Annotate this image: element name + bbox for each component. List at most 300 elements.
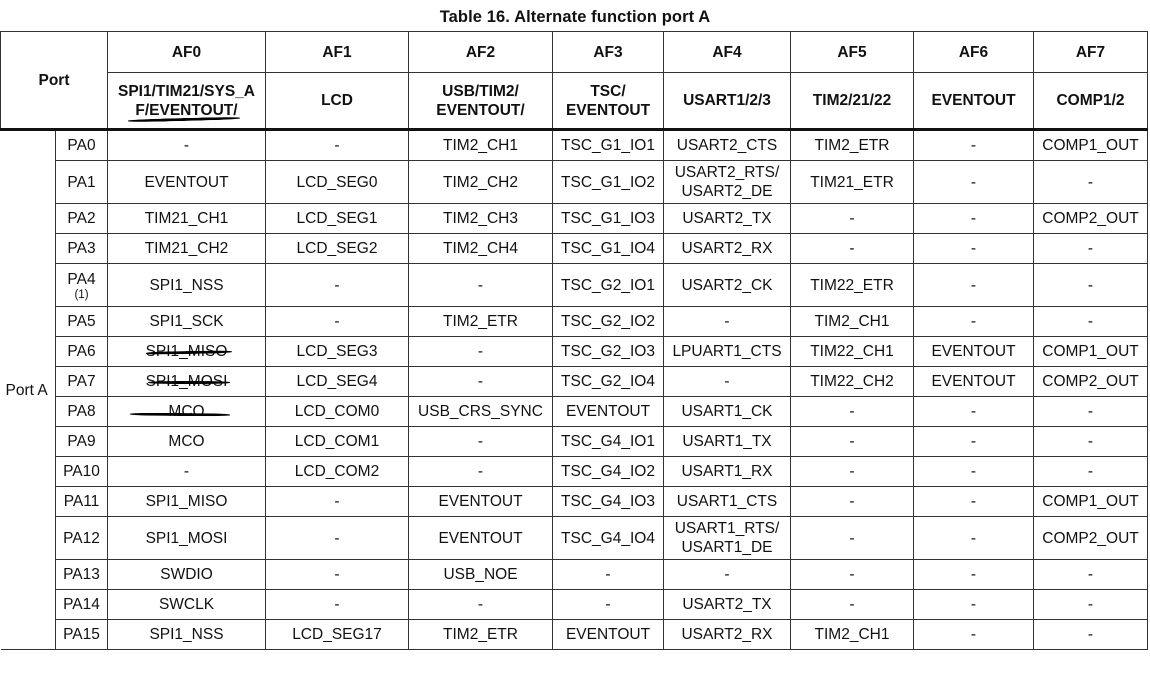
af6-cell	[914, 161, 1034, 204]
af4-cell	[664, 457, 791, 487]
footnote-ref: (1)	[74, 288, 89, 301]
af4-cell	[664, 307, 791, 337]
af-function-text: TIM2_CH1	[814, 313, 890, 330]
af-function-text: USART1_CK	[681, 403, 773, 420]
af-function-text: -	[970, 313, 977, 330]
af-function-text: LCD_COM1	[294, 433, 380, 450]
af1-cell	[266, 204, 409, 234]
af3-cell	[553, 620, 664, 650]
table-row	[1, 427, 1148, 457]
af3-cell	[553, 427, 664, 457]
af1-cell	[266, 590, 409, 620]
af4-cell	[664, 161, 791, 204]
pin-name-cell	[56, 427, 108, 457]
af-function-text: -	[605, 596, 611, 613]
af5-cell	[791, 487, 914, 517]
af5-cell	[791, 427, 914, 457]
af0-cell	[108, 397, 266, 427]
af-function-text: EVENTOUT	[438, 529, 523, 547]
af-function-text: LCD_SEG1	[296, 210, 378, 227]
af3-cell	[553, 367, 664, 397]
af-function-text: -	[970, 463, 977, 480]
af-function-text: LCD_SEG3	[296, 343, 378, 360]
af-function-text: USB_CRS_SYNC	[418, 403, 543, 420]
af-function-text: USART2_RX	[681, 626, 773, 643]
af-function-text: -	[1087, 566, 1094, 583]
af-function-text: -	[970, 210, 977, 227]
pin-name: PA9	[67, 433, 96, 450]
af2-cell	[409, 620, 553, 650]
af-function-text: EVENTOUT	[438, 493, 523, 510]
af7-cell	[1034, 590, 1148, 620]
af7-cell	[1034, 234, 1148, 264]
af-function-text: -	[724, 313, 730, 330]
af-function-text: TIM2_ETR	[814, 137, 890, 154]
af-function-text: TSC_G1_IO2	[561, 173, 655, 191]
af1-cell	[266, 397, 409, 427]
af-function-text: USART2_DE	[681, 183, 773, 200]
af4-cell	[664, 204, 791, 234]
af-function-text: TSC_G4_IO4	[561, 529, 655, 547]
af-function-text: -	[970, 626, 977, 643]
af6-cell	[914, 590, 1034, 620]
pin-name: PA15	[63, 626, 100, 643]
af-function-text: USART1_RTS/	[674, 520, 780, 537]
af1-cell	[266, 130, 409, 161]
af-function-text: LCD_COM0	[294, 403, 380, 420]
af-function-text: -	[334, 596, 340, 613]
af-function-text: COMP2_OUT	[1042, 373, 1139, 390]
af-function-text: TSC_G1_IO1	[561, 137, 655, 154]
af2-cell	[409, 367, 553, 397]
af-function-text: TIM21_CH1	[144, 210, 229, 227]
af-function-text: SPI1_NSS	[149, 276, 224, 294]
af-function-text: -	[183, 137, 190, 154]
pin-name-cell	[56, 337, 108, 367]
af-function-text: LCD_SEG4	[296, 373, 378, 390]
pin-name-cell	[56, 590, 108, 620]
pin-name: PA1	[67, 173, 96, 191]
af-function-text: -	[334, 529, 340, 547]
af-function-text: -	[477, 433, 484, 450]
af-function-text: EVENTOUT	[565, 403, 651, 420]
af1-cell	[266, 457, 409, 487]
af1-cell	[266, 161, 409, 204]
af-function-text: -	[1087, 403, 1094, 420]
af-function-text: -	[334, 313, 340, 330]
table-row	[1, 264, 1148, 307]
af3-cell	[553, 130, 664, 161]
af-function-text: TSC_G4_IO2	[561, 463, 655, 480]
af1-cell	[266, 367, 409, 397]
af-function-text: -	[849, 463, 855, 480]
af3-header: AF3	[553, 32, 664, 73]
af5-cell	[791, 130, 914, 161]
af7-cell	[1034, 427, 1148, 457]
af-function-text: USART1_TX	[682, 433, 772, 450]
af-function-text: MCO	[168, 433, 205, 450]
af-function-text: COMP2_OUT	[1042, 210, 1139, 227]
af6-cell	[914, 367, 1034, 397]
af4-cell	[664, 517, 791, 560]
af-function-text: -	[970, 240, 977, 257]
af-function-text: -	[477, 373, 484, 390]
af-function-text: -	[334, 566, 340, 583]
af-function-text: TSC_G4_IO1	[561, 433, 655, 450]
af-function-text: USART1_DE	[681, 539, 773, 556]
af1-cell	[266, 264, 409, 307]
af7-cell	[1034, 517, 1148, 560]
af-function-text: TIM22_ETR	[810, 276, 894, 294]
af0-cell	[108, 264, 266, 307]
af-function-text: USART2_CTS	[676, 137, 778, 154]
af5-peripherals: TIM2/21/22	[791, 73, 914, 130]
af7-cell	[1034, 560, 1148, 590]
af-function-text: -	[477, 463, 484, 480]
af0-cell	[108, 307, 266, 337]
af2-cell	[409, 161, 553, 204]
af-function-text: TIM2_CH1	[814, 626, 890, 643]
af3-cell	[553, 397, 664, 427]
af-function-text: LCD_COM2	[294, 463, 380, 480]
table-row	[1, 560, 1148, 590]
af-function-text: -	[849, 493, 855, 510]
pin-name: PA10	[63, 463, 100, 480]
af-function-text: SWCLK	[158, 596, 215, 613]
af4-cell	[664, 620, 791, 650]
table-body	[1, 130, 1148, 650]
af2-peripherals: USB/TIM2/ EVENTOUT/	[409, 73, 553, 130]
af4-cell	[664, 264, 791, 307]
af-function-text: -	[849, 596, 855, 613]
af0-cell	[108, 560, 266, 590]
af0-peripherals: SPI1/TIM21/SYS_A F/EVENTOUT/	[108, 73, 266, 130]
af2-cell	[409, 397, 553, 427]
af-function-text: EVENTOUT	[931, 343, 1016, 360]
af-function-text: TSC_G2_IO4	[561, 373, 655, 390]
af3-cell	[553, 234, 664, 264]
af0-cell	[108, 427, 266, 457]
pin-name: PA13	[63, 566, 100, 583]
af3-cell	[553, 487, 664, 517]
af2-cell	[409, 487, 553, 517]
af-function-text: TIM21_CH2	[144, 240, 229, 257]
af2-cell	[409, 590, 553, 620]
af5-cell	[791, 204, 914, 234]
af-function-text: TIM2_ETR	[443, 313, 518, 330]
pin-name-cell	[56, 130, 108, 161]
af-function-text: -	[849, 529, 855, 547]
af1-peripherals: LCD	[266, 73, 409, 130]
port-group-label: Port A	[1, 130, 56, 650]
pin-name: PA8	[67, 403, 96, 420]
af-function-text: -	[970, 433, 977, 450]
af4-cell	[664, 337, 791, 367]
af5-cell	[791, 234, 914, 264]
af2-cell	[409, 234, 553, 264]
table-row	[1, 130, 1148, 161]
table-row	[1, 204, 1148, 234]
af-function-text: LCD_SEG0	[296, 173, 378, 191]
af5-cell	[791, 161, 914, 204]
pin-name: PA4	[67, 270, 96, 288]
af5-cell	[791, 307, 914, 337]
pin-name-cell	[56, 560, 108, 590]
af-function-text: -	[970, 403, 977, 420]
table-row	[1, 620, 1148, 650]
af6-cell	[914, 397, 1034, 427]
af2-cell	[409, 204, 553, 234]
af2-cell	[409, 337, 553, 367]
af4-cell	[664, 427, 791, 457]
table-row	[1, 487, 1148, 517]
table-row	[1, 234, 1148, 264]
pin-name-cell	[56, 397, 108, 427]
af-function-text: TIM2_CH4	[443, 240, 518, 257]
af-function-text: LPUART1_CTS	[672, 343, 782, 360]
af7-cell	[1034, 337, 1148, 367]
af5-cell	[791, 337, 914, 367]
af-function-text: TIM22_CH1	[810, 343, 894, 360]
af6-cell	[914, 337, 1034, 367]
af2-cell	[409, 517, 553, 560]
af-function-text: LCD_SEG2	[296, 240, 378, 257]
af2-cell	[409, 130, 553, 161]
af-function-text: TIM21_ETR	[810, 173, 894, 191]
af1-cell	[266, 427, 409, 457]
af-function-text: COMP1_OUT	[1042, 137, 1139, 154]
pin-name-cell	[56, 457, 108, 487]
af6-cell	[914, 457, 1034, 487]
af3-cell	[553, 204, 664, 234]
af6-cell	[914, 487, 1034, 517]
af3-cell	[553, 307, 664, 337]
af-function-text: TSC_G1_IO3	[561, 210, 655, 227]
af-function-text: USART2_TX	[682, 596, 772, 613]
af-function-text: -	[849, 210, 855, 227]
af5-cell	[791, 590, 914, 620]
af-function-text: -	[1087, 433, 1094, 450]
af-function-text: LCD_SEG17	[292, 626, 382, 643]
af7-cell	[1034, 307, 1148, 337]
pin-name: PA12	[63, 529, 100, 547]
af-function-text: -	[970, 529, 977, 547]
af-function-text: TSC_G4_IO3	[561, 493, 655, 510]
af1-cell	[266, 487, 409, 517]
af-function-text: TSC_G2_IO3	[561, 343, 655, 360]
af3-cell	[553, 264, 664, 307]
af0-cell	[108, 517, 266, 560]
af6-cell	[914, 130, 1034, 161]
af-function-text: -	[1087, 313, 1094, 330]
af3-cell	[553, 560, 664, 590]
af-function-text: USART1_CTS	[676, 493, 778, 510]
af-function-text: -	[477, 596, 484, 613]
pin-name: PA3	[67, 240, 96, 257]
af0-cell	[108, 367, 266, 397]
pin-name: PA6	[67, 343, 96, 360]
pin-name: PA5	[67, 313, 96, 330]
af-function-text: -	[724, 566, 730, 583]
af7-cell	[1034, 204, 1148, 234]
af5-cell	[791, 397, 914, 427]
af7-cell	[1034, 367, 1148, 397]
af7-cell	[1034, 161, 1148, 204]
af5-header: AF5	[791, 32, 914, 73]
af-function-text: EVENTOUT	[931, 373, 1016, 390]
af-function-text: EVENTOUT	[565, 626, 651, 643]
af2-cell	[409, 307, 553, 337]
af4-cell	[664, 487, 791, 517]
af5-cell	[791, 560, 914, 590]
af-function-text: USART1_RX	[681, 463, 773, 480]
pin-name-cell	[56, 234, 108, 264]
af-function-text: TIM2_CH3	[443, 210, 518, 227]
af3-cell	[553, 457, 664, 487]
pin-name: PA2	[67, 210, 96, 227]
af4-cell	[664, 130, 791, 161]
af-function-text: TSC_G1_IO4	[561, 240, 655, 257]
af-function-text: -	[334, 276, 340, 294]
table-row	[1, 161, 1148, 204]
af-function-text: SPI1_NSS	[149, 626, 224, 643]
af-function-text: -	[334, 493, 340, 510]
pin-name-cell	[56, 620, 108, 650]
alternate-function-table	[0, 31, 1148, 650]
af-function-text: -	[477, 276, 484, 294]
af0-cell	[108, 337, 266, 367]
af-function-text: COMP1_OUT	[1042, 493, 1139, 510]
af-function-text: TIM2_CH1	[443, 137, 518, 154]
af1-cell	[266, 620, 409, 650]
af5-cell	[791, 367, 914, 397]
af6-cell	[914, 427, 1034, 457]
af1-cell	[266, 517, 409, 560]
af0-cell	[108, 590, 266, 620]
af0-cell	[108, 620, 266, 650]
af2-cell	[409, 427, 553, 457]
af0-header: AF0	[108, 32, 266, 73]
af5-cell	[791, 620, 914, 650]
af6-cell	[914, 234, 1034, 264]
af-function-text: -	[1087, 463, 1094, 480]
af-function-text: USART2_RX	[681, 240, 773, 257]
af-function-text: -	[970, 493, 977, 510]
pin-name-cell	[56, 517, 108, 560]
af3-cell	[553, 590, 664, 620]
af2-cell	[409, 560, 553, 590]
af-function-text: MCO	[168, 403, 205, 420]
af-function-text: -	[1087, 173, 1094, 191]
af7-cell	[1034, 487, 1148, 517]
af4-cell	[664, 234, 791, 264]
af7-peripherals: COMP1/2	[1034, 73, 1148, 130]
pin-name-cell	[56, 487, 108, 517]
af-function-text: SPI1_MISO	[145, 493, 228, 510]
af3-cell	[553, 517, 664, 560]
pin-name-cell	[56, 307, 108, 337]
af-function-text: COMP2_OUT	[1042, 529, 1139, 547]
af6-cell	[914, 204, 1034, 234]
af4-cell	[664, 590, 791, 620]
table-row	[1, 517, 1148, 560]
pin-name: PA14	[63, 596, 100, 613]
af1-header: AF1	[266, 32, 409, 73]
af6-header: AF6	[914, 32, 1034, 73]
af7-cell	[1034, 620, 1148, 650]
af4-header: AF4	[664, 32, 791, 73]
af-function-text: USB_NOE	[443, 566, 518, 583]
af-function-text: SPI1_MOSI	[145, 373, 228, 390]
af-function-text: SPI1_MOSI	[145, 529, 228, 547]
af-function-text: -	[970, 173, 977, 191]
af6-cell	[914, 264, 1034, 307]
af-function-text: -	[1087, 240, 1094, 257]
af5-cell	[791, 457, 914, 487]
af-function-text: TIM22_CH2	[810, 373, 894, 390]
af-function-text: TIM2_CH2	[443, 173, 518, 191]
af4-cell	[664, 397, 791, 427]
af6-cell	[914, 307, 1034, 337]
af-function-text: -	[334, 137, 340, 154]
pin-name-cell	[56, 161, 108, 204]
af-function-text: SPI1_MISO	[145, 343, 228, 360]
af3-peripherals: TSC/ EVENTOUT	[553, 73, 664, 130]
header-row-af-ids	[1, 32, 1148, 73]
af-function-text: -	[970, 566, 977, 583]
af-function-text: -	[849, 240, 855, 257]
table-row	[1, 397, 1148, 427]
af-function-text: EVENTOUT	[144, 173, 229, 191]
af2-cell	[409, 264, 553, 307]
af1-cell	[266, 337, 409, 367]
af0-cell	[108, 130, 266, 161]
af-function-text: USART2_CK	[681, 276, 773, 294]
af-function-text: -	[970, 137, 977, 154]
port-column-header: Port	[1, 32, 108, 130]
af0-cell	[108, 161, 266, 204]
pin-name: PA0	[67, 137, 96, 154]
af0-cell	[108, 457, 266, 487]
af-function-text: -	[183, 463, 190, 480]
pin-name-cell	[56, 204, 108, 234]
af7-header: AF7	[1034, 32, 1148, 73]
af-function-text: -	[477, 343, 484, 360]
af-function-text: TSC_G2_IO2	[561, 313, 655, 330]
af-function-text: -	[724, 373, 730, 390]
af-function-text: USART2_TX	[682, 210, 772, 227]
af-function-text: -	[605, 566, 611, 583]
af-function-text: -	[1087, 276, 1094, 294]
af-function-text: -	[849, 403, 855, 420]
af7-cell	[1034, 264, 1148, 307]
af7-cell	[1034, 130, 1148, 161]
pin-name-cell	[56, 264, 108, 307]
pin-name: PA7	[67, 373, 96, 390]
af-function-text: -	[1087, 626, 1094, 643]
af0-cell	[108, 487, 266, 517]
af0-cell	[108, 204, 266, 234]
af4-cell	[664, 367, 791, 397]
pin-name: PA11	[63, 493, 100, 510]
af6-cell	[914, 560, 1034, 590]
table-row	[1, 337, 1148, 367]
af6-peripherals: EVENTOUT	[914, 73, 1034, 130]
af-function-text: -	[849, 566, 855, 583]
af4-cell	[664, 560, 791, 590]
table-caption: Table 16. Alternate function port A	[439, 8, 711, 26]
af7-cell	[1034, 397, 1148, 427]
